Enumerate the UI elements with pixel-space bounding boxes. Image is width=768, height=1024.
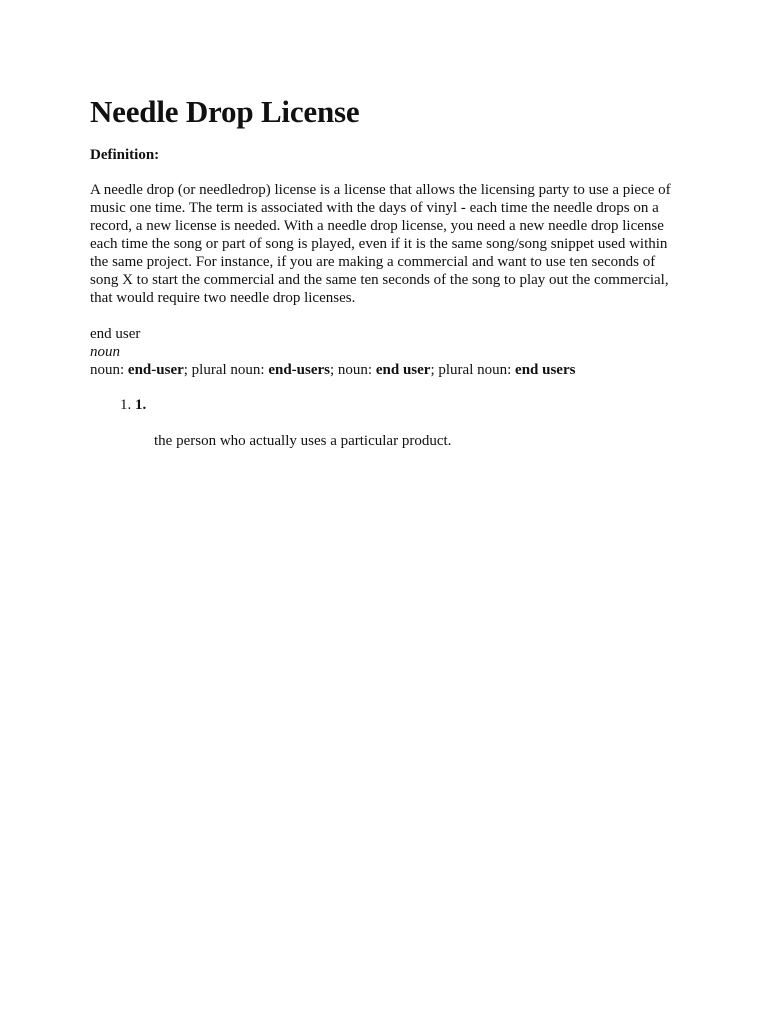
form-end-users: end-users <box>268 362 331 378</box>
forms-label-noun-2: ; noun: <box>330 362 376 378</box>
sense-definition: the person who actually uses a particular product. <box>154 433 452 449</box>
list-item <box>135 396 690 450</box>
forms-label-plural-noun: ; plural noun: <box>183 362 269 378</box>
document-page <box>90 92 690 450</box>
forms-label-noun: noun: <box>90 362 128 378</box>
entry-headword: end user <box>90 326 141 342</box>
entry-forms <box>90 361 690 379</box>
dictionary-entry <box>90 325 690 379</box>
form-end-user-spaced: end user <box>375 362 431 378</box>
part-of-speech-text: noun <box>90 344 120 360</box>
form-end-users-spaced: end users <box>515 362 576 378</box>
sense-list <box>90 396 690 450</box>
definition-label: Definition: <box>90 147 160 163</box>
forms-label-plural-noun-2: ; plural noun: <box>430 362 516 378</box>
form-end-user: end-user <box>127 362 184 378</box>
definition-text: A needle drop (or needledrop) license is a license that allows the licensing party to use a piece of music one time. The term is associated with the days of vinyl - each time the needle drops on a record, a new license is needed. With a needle drop license, you need a new needle drop license each time the song or part of song is played, even if it is the same song/song snippet used within the same project. For instance, if you are making a commercial and want to use ten seconds of song X to start the commercial and the same ten seconds of the song to play out the commercial, that would require two needle drop licenses. <box>90 182 671 306</box>
page-title: Needle Drop License <box>90 94 360 129</box>
entry-part-of-speech <box>90 343 690 361</box>
sense-number: 1. <box>135 397 147 413</box>
